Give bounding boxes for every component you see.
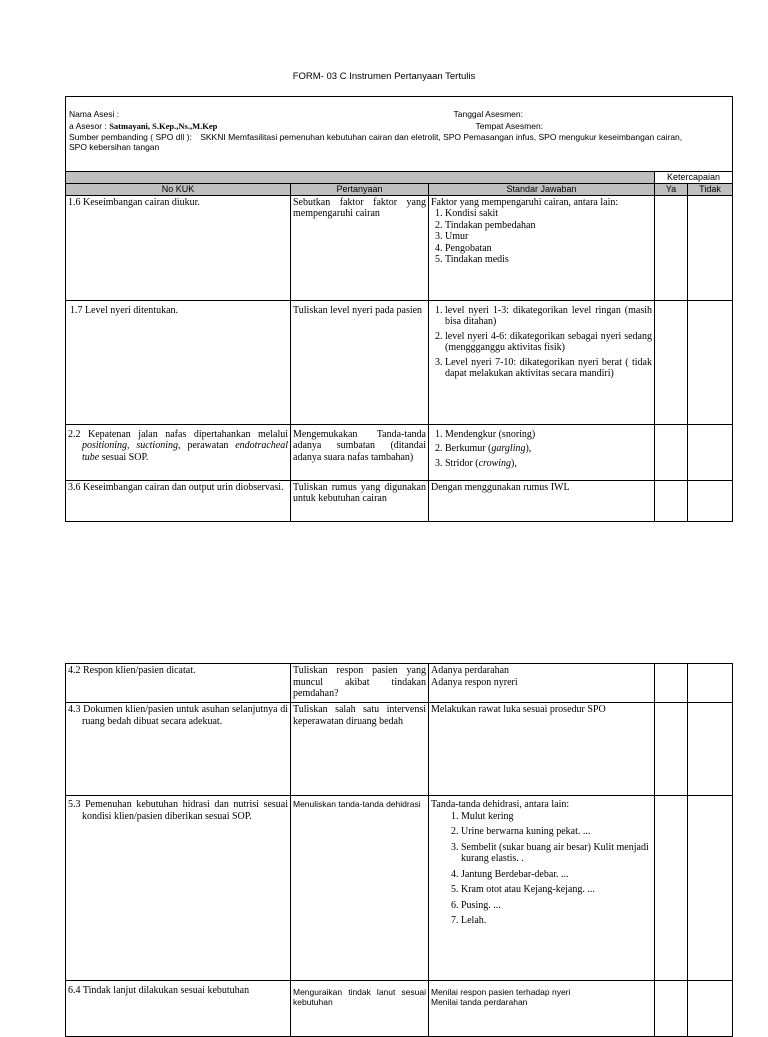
kuk-cell: 3.6 Keseimbangan cairan dan output urin diobservasi. bbox=[66, 480, 291, 521]
assessment-table-2 bbox=[65, 663, 733, 1037]
standar-cell bbox=[429, 424, 655, 480]
standar-line: Menilai respon pasien terhadap nyeri bbox=[431, 987, 571, 997]
standar-cell bbox=[429, 664, 655, 703]
table-row bbox=[66, 195, 733, 300]
list-item: 1. Mulut kering bbox=[461, 811, 652, 823]
list-item: 2. Tindakan pembedahan bbox=[445, 220, 652, 232]
header-line-1 bbox=[69, 110, 730, 120]
list-item: 6. Pusing. ... bbox=[461, 900, 652, 912]
table-row bbox=[66, 703, 733, 796]
standar-intro: Tanda-tanda dehidrasi, antara lain: bbox=[431, 799, 570, 810]
list-item: 2. Urine berwarna kuning pekat. ... bbox=[461, 826, 652, 838]
asesor-label: a Asesor : bbox=[69, 120, 107, 131]
tidak-header: Tidak bbox=[688, 184, 733, 196]
standar-intro: Faktor yang mempengaruhi cairan, antara lain: bbox=[431, 196, 619, 208]
tidak-cell[interactable] bbox=[688, 703, 733, 796]
kuk-cell: 2.2 Kepatenan jalan nafas dipertahankan melalui positioning, suctioning, perawatan endotracheal tube sesuai SOP. bbox=[66, 424, 291, 480]
standar-cell bbox=[429, 796, 655, 981]
ya-cell[interactable] bbox=[655, 664, 688, 703]
list-item: 3. Stridor (crowing), bbox=[445, 458, 652, 470]
ya-cell[interactable] bbox=[655, 195, 688, 300]
column-header-row bbox=[66, 184, 733, 196]
ketercapaian-header: Ketercapaian bbox=[655, 172, 733, 184]
list-item: 7. Lelah. bbox=[461, 915, 652, 927]
table-row bbox=[66, 796, 733, 981]
table-row bbox=[66, 981, 733, 1037]
standar-cell bbox=[429, 300, 655, 424]
ya-cell[interactable] bbox=[655, 796, 688, 981]
pertanyaan-cell: Tuliskan respon pasien yang muncul akibat tindakan pemdahan? bbox=[291, 664, 429, 703]
kuk-cell: 4.2 Respon klien/pasien dicatat. bbox=[66, 664, 291, 703]
list-item: 4. Jantung Berdebar-debar. ... bbox=[461, 869, 652, 881]
header-line-2 bbox=[69, 122, 730, 132]
standar-cell bbox=[429, 195, 655, 300]
tidak-cell[interactable] bbox=[688, 195, 733, 300]
ya-cell[interactable] bbox=[655, 424, 688, 480]
kuk-cell: 4.3 Dokumen klien/pasien untuk asuhan selanjutnya di ruang bedah dibuat secara adekuat. bbox=[66, 703, 291, 796]
pertanyaan-cell: Tuliskan level nyeri pada pasien bbox=[291, 300, 429, 424]
tanggal-asesmen-label: Tanggal Asesmen: bbox=[453, 109, 523, 119]
standar-line: Adanya respon nyreri bbox=[431, 676, 518, 688]
standar-cell: Melakukan rawat luka sesuai prosedur SPO bbox=[429, 703, 655, 796]
tidak-cell[interactable] bbox=[688, 424, 733, 480]
table-row bbox=[66, 300, 733, 424]
kuk-cell: 1.6 Keseimbangan cairan diukur. bbox=[66, 195, 291, 300]
tempat-asesmen-label: Tempat Asesmen: bbox=[475, 120, 544, 131]
pertanyaan-cell: Menuliskan tanda-tanda dehidrasi bbox=[291, 796, 429, 981]
standar-list bbox=[431, 811, 652, 927]
pertanyaan-cell: Menguraikan tindak lanut sesuai kebutuhan bbox=[291, 981, 429, 1037]
list-item: 1. Kondisi sakit bbox=[445, 208, 652, 220]
header-line-3 bbox=[69, 133, 730, 143]
kuk-cell: 6.4 Tindak lanjut dilakukan sesuai kebutuhan bbox=[66, 981, 291, 1037]
list-item: 2. Berkumur (gargling), bbox=[445, 443, 652, 455]
list-item: 4. Pengobatan bbox=[445, 243, 652, 255]
table-row bbox=[66, 480, 733, 521]
tidak-cell[interactable] bbox=[688, 981, 733, 1037]
standar-jawaban-header: Standar Jawaban bbox=[429, 184, 655, 196]
tidak-cell[interactable] bbox=[688, 664, 733, 703]
pertanyaan-cell: Tuliskan salah satu intervensi keperawatan diruang bedah bbox=[291, 703, 429, 796]
pertanyaan-cell: Sebutkan faktor faktor yang mempengaruhi cairan bbox=[291, 195, 429, 300]
sumber-label: Sumber pembanding ( SPO dll ): bbox=[69, 132, 192, 142]
sumber-value-2: SPO kebersihan tangan bbox=[69, 141, 160, 152]
ya-cell[interactable] bbox=[655, 300, 688, 424]
tidak-cell[interactable] bbox=[688, 300, 733, 424]
list-item: 1. level nyeri 1-3: dikategorikan level ringan (masih bisa ditahan) bbox=[445, 305, 652, 328]
nama-asesi-label: Nama Asesi : bbox=[69, 109, 120, 119]
form-title: FORM- 03 C Instrumen Pertanyaan Tertulis bbox=[292, 71, 476, 82]
pertanyaan-header: Pertanyaan bbox=[291, 184, 429, 196]
ya-header: Ya bbox=[655, 184, 688, 196]
ya-cell[interactable] bbox=[655, 480, 688, 521]
table-row bbox=[66, 424, 733, 480]
list-item: 5. Kram otot atau Kejang-kejang. ... bbox=[461, 884, 652, 896]
standar-list bbox=[431, 429, 652, 470]
sumber-value: SKKNI Memfasilitasi pemenuhan kebutuhan cairan dan eletrolit, SPO Pemasangan infus, SPO mengukur keseimbangan cairan, bbox=[200, 132, 683, 142]
header-row bbox=[66, 97, 733, 172]
kuk-cell: 1.7 Level nyeri ditentukan. bbox=[66, 300, 291, 424]
standar-line: Adanya perdarahan bbox=[431, 665, 510, 676]
list-item: 1. Mendengkur (snoring) bbox=[445, 429, 652, 441]
table-row bbox=[66, 664, 733, 703]
pertanyaan-cell: Mengemukakan Tanda-tanda adanya sumbatan (ditandai adanya suara nafas tambahan) bbox=[291, 424, 429, 480]
no-kuk-header: No KUK bbox=[66, 184, 291, 196]
ya-cell[interactable] bbox=[655, 981, 688, 1037]
tidak-cell[interactable] bbox=[688, 480, 733, 521]
list-item: 3. Level nyeri 7-10: dikategorikan nyeri berat ( tidak dapat melakukan aktivitas secara mandiri) bbox=[445, 357, 652, 380]
standar-list bbox=[431, 208, 652, 266]
list-item: 3. Sembelit (sukar buang air besar) Kulit menjadi kurang elastis. . bbox=[461, 842, 652, 865]
kuk-cell: 5.3 Pemenuhan kebutuhan hidrasi dan nutrisi sesuai kondisi klien/pasien diberikan sesuai SOP. bbox=[66, 796, 291, 981]
standar-cell: Dengan menggunakan rumus IWL bbox=[429, 480, 655, 521]
tidak-cell[interactable] bbox=[688, 796, 733, 981]
ya-cell[interactable] bbox=[655, 703, 688, 796]
assessment-table-1 bbox=[65, 96, 733, 522]
ketercapaian-row bbox=[66, 172, 733, 184]
standar-list bbox=[431, 305, 652, 380]
standar-line: Menilai tanda perdarahan bbox=[431, 997, 528, 1007]
standar-cell bbox=[429, 981, 655, 1037]
asesor-value: Satmayani, S.Kep.,Ns.,M.Kep bbox=[109, 120, 218, 131]
list-item: 3. Umur bbox=[445, 231, 652, 243]
list-item: 2. level nyeri 4-6: dikategorikan sebagai nyeri sedang (menggganggu aktivitas fisik) bbox=[445, 331, 652, 354]
pertanyaan-cell: Tuliskan rumus yang digunakan untuk kebutuhan cairan bbox=[291, 480, 429, 521]
list-item: 5. Tindakan medis bbox=[445, 254, 652, 266]
